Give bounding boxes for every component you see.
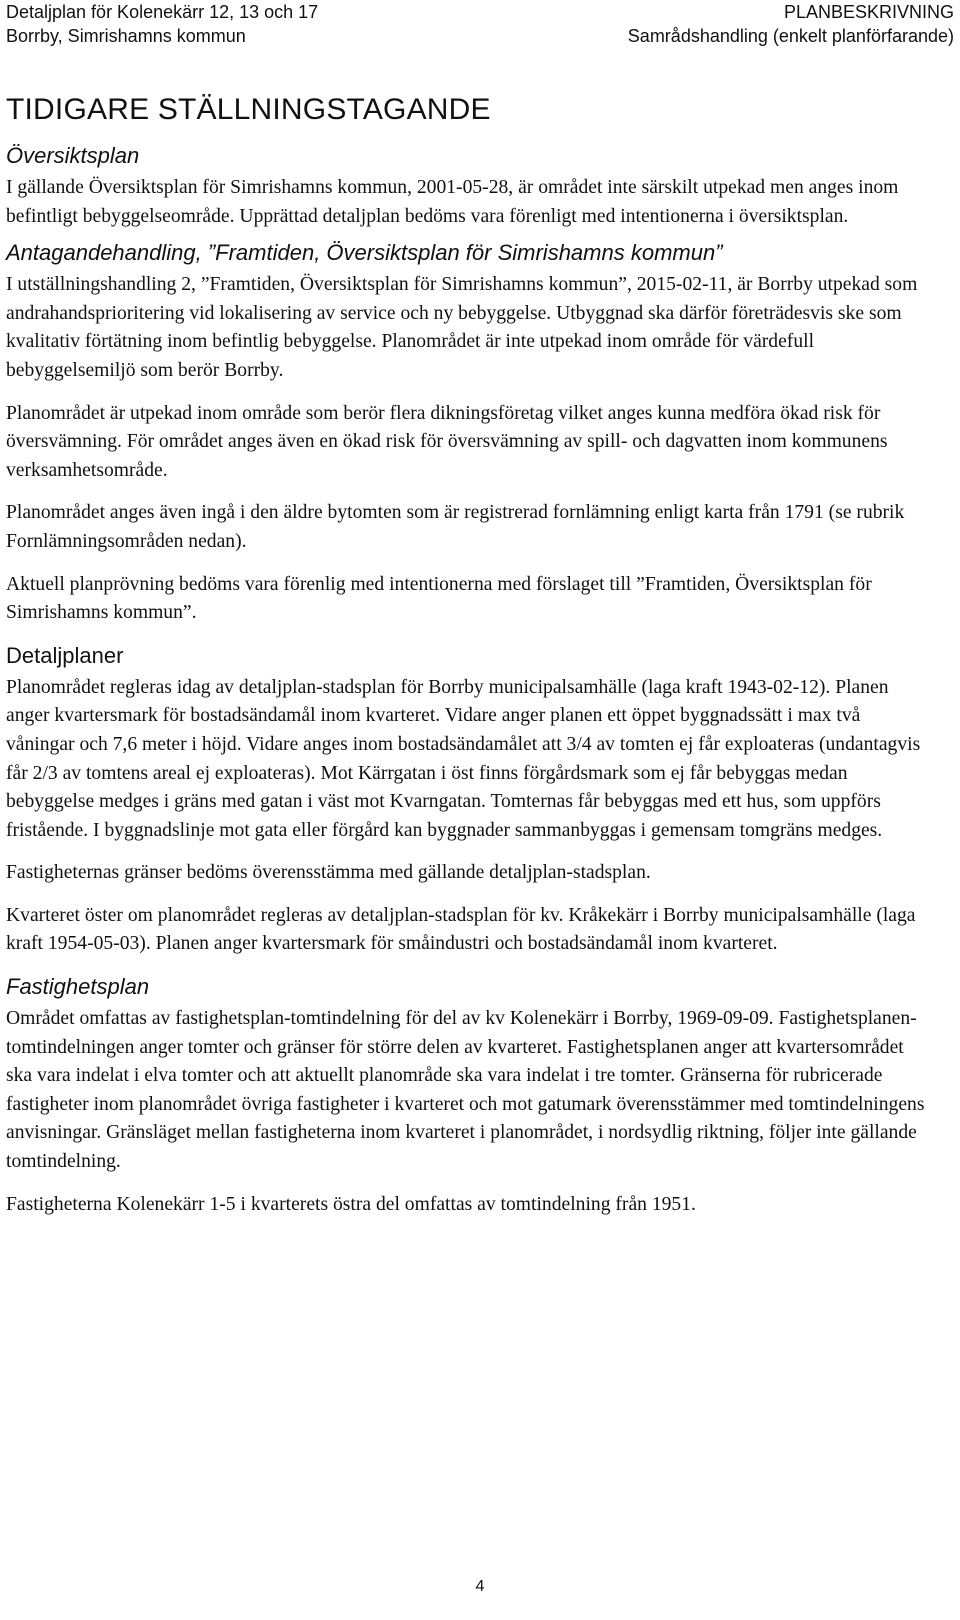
header-doc-type: PLANBESKRIVNING [783,2,954,22]
heading-detaljplaner: Detaljplaner [6,642,124,668]
paragraph-fastighetsplan-1: Området omfattas av fastighetsplan-tomtindelning för del av kv Kolenekärr i Borrby, 1969-09-09. Fastighetsplanen-tomtindelningen anger tomter och gränser för större delen av kvarteret. Fastighetsplanen anger att kvartersområdet ska vara indelat i elva tomter och att aktuellt planområde ska vara indelat i tre tomter. Gränserna för rubricerade fastigheter inom planområdet övriga fastigheter i kvarteret och mot gatumark överensstämmer med tomtindelningens anvisningar. Gränsläget mellan fastigheterna inom kvarteret i planområdet, i nordsydlig riktning, följer inte gällande tomtindelning. [6,1008,925,1173]
header-location: Borrby, Simrishamns kommun [6,26,246,46]
paragraph-detaljplaner-2: Fastigheternas gränser bedöms överensstämma med gällande detaljplan-stadsplan. [6,862,651,884]
paragraph-detaljplaner-1: Planområdet regleras idag av detaljplan-stadsplan för Borrby municipalsamhälle (laga kraft 1943-02-12). Planen anger kvartersmark för bostadsändamål inom kvarteret. Vidare anger planen ett öppet byggnadssätt i max två våningar och 7,6 meter i höjd. Vidare anges inom bostadsändamålet att 3/4 av tomten ej får exploateras (undantagvis får 2/3 av tomtens areal ej exploateras). Mot Kärrgatan i öst finns förgårdsmark som ej får bebyggas medan bebyggelse medges i gräns med gatan i väst mot Kvarngatan. Tomternas får bebyggas med ett hus, som uppförs fristående. I byggnadslinje mot gata eller förgård kan byggnader sammanbyggas i gemensam tomgräns medges. [6,676,921,841]
heading-oversiktsplan: Översiktsplan [6,143,140,168]
page-content [6,92,928,1233]
header-right [628,0,954,48]
header-left [6,0,318,48]
paragraph-antagande-4: Aktuell planprövning bedöms vara förenlig med intentionerna med förslaget till ”Framtiden, Översiktsplan för Simrishamns kommun”. [6,573,872,624]
paragraph-antagande-2: Planområdet är utpekad inom område som berör flera dikningsföretag vilket anges kunna medföra ökad risk för översvämning. För området anges även en ökad risk för översvämning av spill- och dagvatten inom kommunens verksamhetsområde. [6,402,888,481]
paragraph-antagande-1: I utställningshandling 2, ”Framtiden, Översiktsplan för Simrishamns kommun”, 2015-02-11, är Borrby utpekad som andrahandsprioritering vid lokalisering av service och ny bebyggelse. Utbyggnad ska därför företrädesvis ske som kvalitativ förtätning inom befintlig bebyggelse. Planområdet är inte utpekad inom område för värdefull bebyggelsemiljö som berör Borrby. [6,274,918,381]
header-plan-title: Detaljplan för Kolenekärr 12, 13 och 17 [6,2,319,22]
heading-antagandehandling: Antagandehandling, ”Framtiden, Översiktsplan för Simrishamns kommun” [6,240,723,266]
paragraph-fastighetsplan-2: Fastigheterna Kolenekärr 1-5 i kvarterets östra del omfattas av tomtindelning från 1951. [6,1193,696,1215]
paragraph-oversiktsplan: I gällande Översiktsplan för Simrishamns kommun, 2001-05-28, är området inte särskilt utpekad men anges inom befintligt bebyggelseområde. Upprättad detaljplan bedöms vara förenligt med intentionerna i översiktsplan. [6,177,899,227]
page-number: 4 [475,1578,485,1595]
paragraph-antagande-3: Planområdet anges även ingå i den äldre bytomten som är registrerad fornlämning enligt karta från 1791 (se rubrik Fornlämningsområden nedan). [6,502,905,552]
header-doc-status: Samrådshandling (enkelt planförfarande) [627,26,954,46]
heading-fastighetsplan: Fastighetsplan [6,974,150,1000]
page-title: TIDIGARE STÄLLNINGSTAGANDE [6,93,491,126]
paragraph-detaljplaner-3: Kvarteret öster om planområdet regleras av detaljplan-stadsplan för kv. Kråkekärr i Borrby municipalsamhälle (laga kraft 1954-05-03). Planen anger kvartersmark för småindustri och bostadsändamål inom kvarteret. [6,904,916,955]
